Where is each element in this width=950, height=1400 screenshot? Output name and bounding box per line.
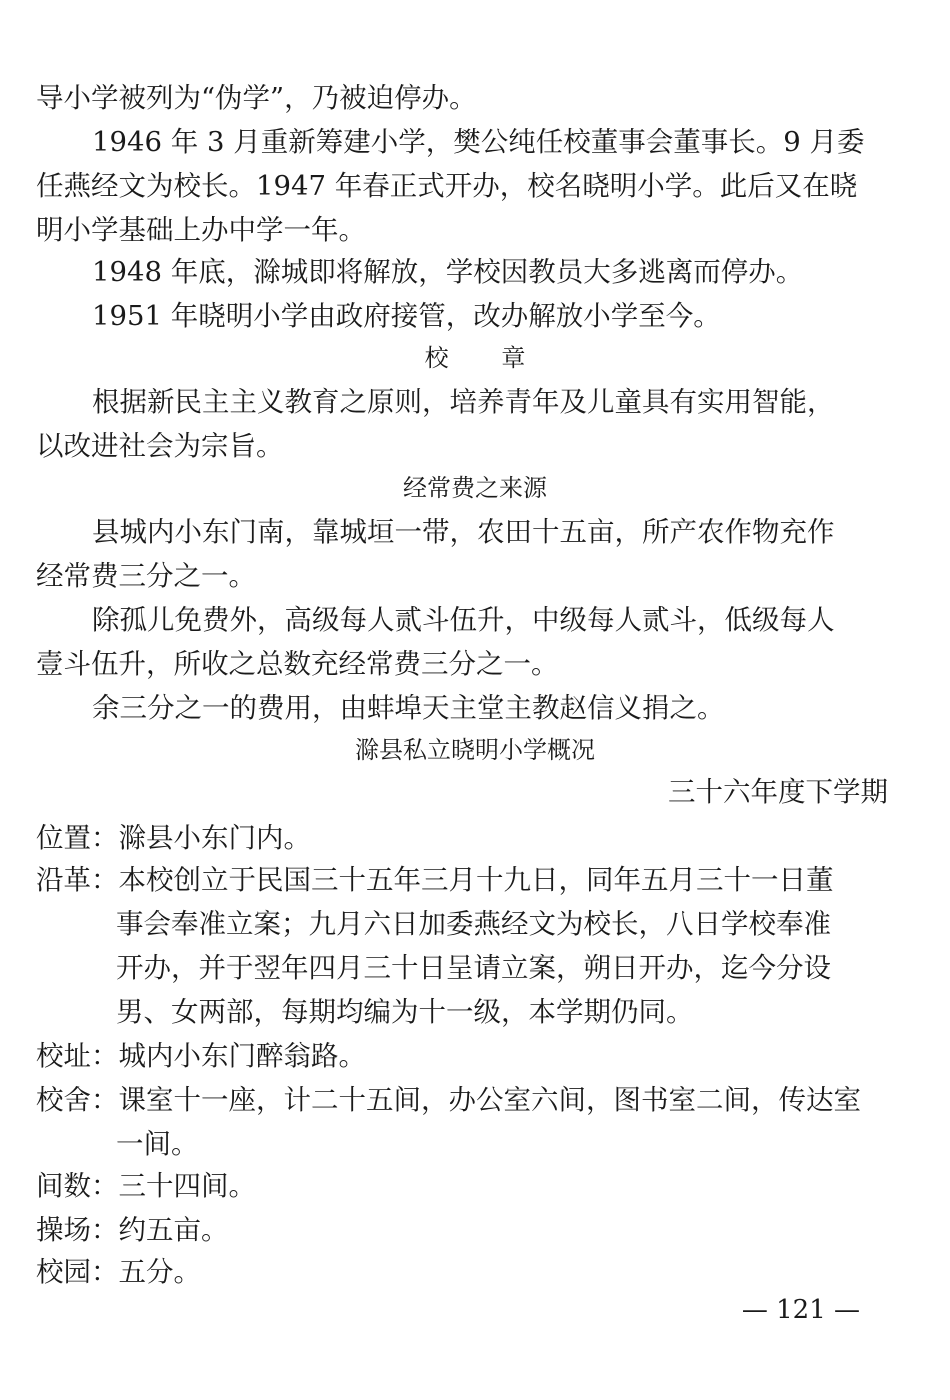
overview-history: 开办，并于翌年四月三十日呈请立案，朔日开办，迄今分设	[116, 952, 831, 984]
overview-buildings: 一间。	[116, 1128, 199, 1160]
text-line: 根据新民主主义教育之原则，培养青年及儿童具有实用智能，	[92, 386, 835, 418]
overview-history: 沿革：本校创立于民国三十五年三月十九日，同年五月三十一日董	[36, 864, 834, 896]
text-line: 明小学基础上办中学一年。	[36, 214, 366, 246]
overview-history: 事会奉准立案；九月六日加委燕经文为校长，八日学校奉准	[116, 908, 831, 940]
page-number: — 121 —	[741, 1295, 860, 1325]
text-line: 以改进社会为宗旨。	[36, 430, 284, 462]
overview-buildings: 校舍：课室十一座，计二十五间，办公室六间，图书室二间，传达室	[36, 1084, 861, 1116]
text-line: 县城内小东门南，靠城垣一带，农田十五亩，所产农作物充作	[92, 516, 835, 548]
text-line: 导小学被列为“伪学”，乃被迫停办。	[36, 82, 477, 114]
overview-rooms: 间数：三十四间。	[36, 1170, 256, 1202]
overview-history: 男、女两部，每期均编为十一级，本学期仍同。	[116, 996, 694, 1028]
text-line: 1946 年 3 月重新筹建小学，樊公纯任校董事会董事长。9 月委	[92, 126, 865, 158]
text-line: 余三分之一的费用，由蚌埠天主堂主教赵信义捐之。	[92, 692, 725, 724]
section-heading-charter: 校章	[424, 344, 579, 372]
term-label: 三十六年度下学期	[668, 776, 888, 808]
overview-playground: 操场：约五亩。	[36, 1214, 229, 1246]
overview-garden: 校园：五分。	[36, 1256, 201, 1288]
text-line: 除孤儿免费外，高级每人贰斗伍升，中级每人贰斗，低级每人	[92, 604, 835, 636]
text-line: 1948 年底，滁城即将解放，学校因教员大多逃离而停办。	[92, 256, 804, 288]
text-line: 经常费三分之一。	[36, 560, 256, 592]
overview-address: 校址：城内小东门醉翁路。	[36, 1040, 366, 1072]
overview-location: 位置：滁县小东门内。	[36, 822, 311, 854]
text-line: 1951 年晓明小学由政府接管，改办解放小学至今。	[92, 300, 721, 332]
text-line: 壹斗伍升，所收之总数充经常费三分之一。	[36, 648, 559, 680]
section-heading-funding: 经常费之来源	[403, 474, 547, 502]
section-heading-overview: 滁县私立晓明小学概况	[355, 736, 595, 764]
text-line: 任燕经文为校长。1947 年春正式开办，校名晓明小学。此后又在晓	[36, 170, 858, 202]
